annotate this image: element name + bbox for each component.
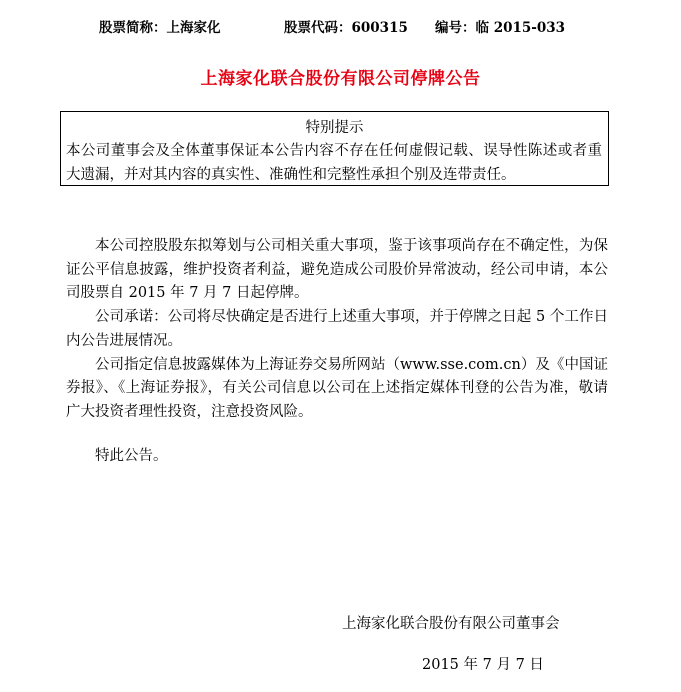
- special-notice-box: [60, 111, 609, 186]
- announcement-date: 2015 年 7 月 7 日: [422, 657, 544, 673]
- stock-code: 股票代码：600315: [284, 20, 408, 36]
- signature: 上海家化联合股份有限公司董事会: [342, 616, 560, 632]
- paragraph-media: 公司指定信息披露媒体为上海证券交易所网站（www.sse.com.cn）及《中国证券报》、《上海证券报》，有关公司信息以公司在上述指定媒体刊登的公告为准，敬请广大投资者理性投资，注意投资风险。: [66, 356, 608, 420]
- notice-heading: 特别提示: [305, 120, 364, 136]
- paragraph-suspension: 本公司控股股东拟筹划与公司相关重大事项，鉴于该事项尚存在不确定性，为保证公平信息披露，维护投资者利益，避免造成公司股价异常波动，经公司申请，本公司股票自 2015 年 7 月 7 日起停牌。: [66, 238, 608, 302]
- closing-text: 特此公告。: [95, 448, 168, 464]
- document-title: 上海家化联合股份有限公司停牌公告: [200, 69, 481, 89]
- paragraph-commitment: 公司承诺：公司将尽快确定是否进行上述重大事项，并于停牌之日起 5 个工作日内公告进展情况。: [66, 309, 608, 349]
- serial-number: 编号：临 2015-033: [435, 20, 566, 36]
- header-info: [0, 16, 681, 38]
- stock-name: 股票简称：上海家化: [99, 20, 221, 36]
- notice-text: 本公司董事会及全体董事保证本公告内容不存在任何虚假记载、误导性陈述或者重大遗漏，并对其内容的真实性、准确性和完整性承担个别及连带责任。: [66, 143, 602, 183]
- body-text: [66, 235, 608, 425]
